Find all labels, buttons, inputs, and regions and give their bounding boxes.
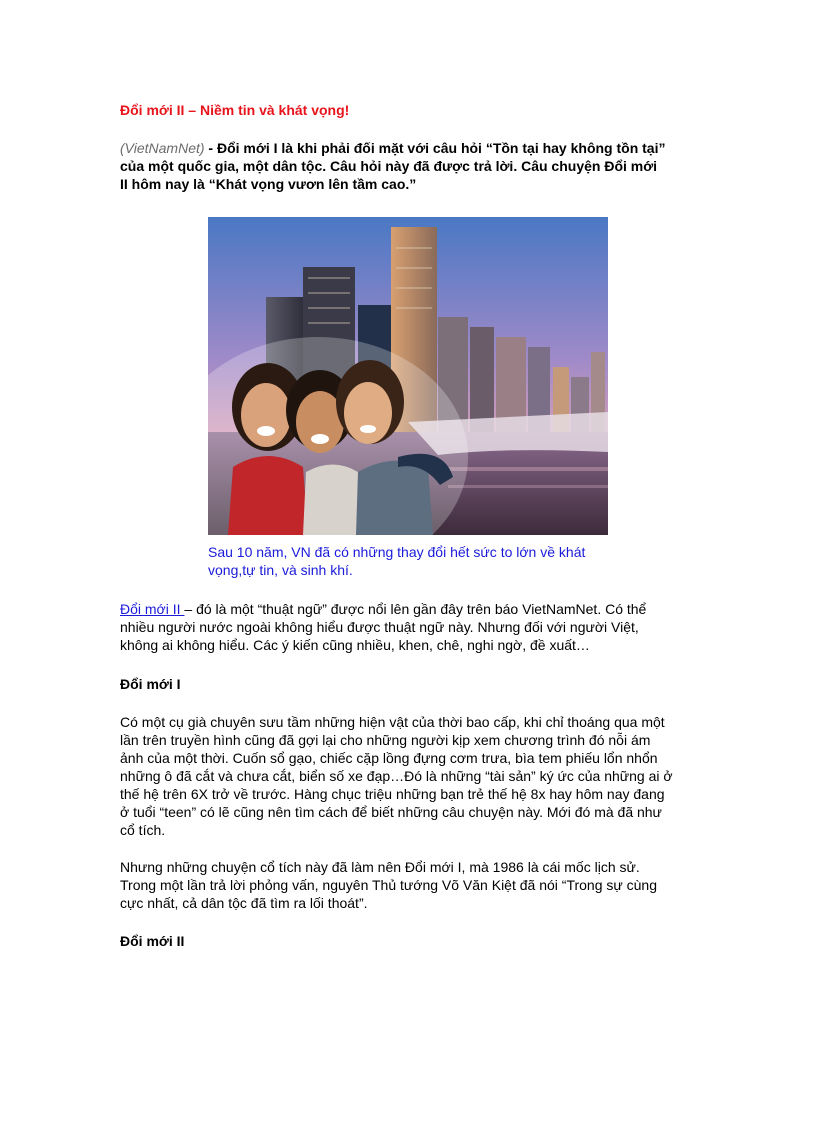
paragraph-line: những ô đã cắt và chưa cắt, biển số xe đạp…Đó là những “tài sản” ký ức của những ai ở — [120, 768, 673, 784]
section-heading-doi-moi-i: Đổi mới I — [120, 676, 181, 692]
section-heading-doi-moi-ii: Đổi mới II — [120, 933, 185, 949]
intro-paragraph — [120, 600, 695, 654]
image-caption — [208, 543, 618, 579]
paragraph-line: ảnh của một thời. Cuốn sổ gạo, chiếc cặp lồng đựng cơm trưa, bìa tem phiếu lổn nhổn — [120, 750, 658, 766]
paragraph-line: cổ tích. — [120, 822, 166, 838]
paragraph-1 — [120, 713, 695, 839]
paragraph-line: thế hệ trên 6X trở về trước. Hàng chục triệu những bạn trẻ thế hệ 8x hay hôm nay đang — [120, 786, 665, 802]
paragraph-line: ở tuổi “teen” có lẽ cũng nên tìm cách để biết những câu chuyện này. Mới đó mà đã như — [120, 804, 662, 820]
article-photo — [208, 217, 608, 535]
intro-line: không ai không hiểu. Các ý kiến cũng nhiều, khen, chê, nghi ngờ, đề xuất… — [120, 637, 590, 653]
intro-text: – đó là một “thuật ngữ” được nổi lên gần đây trên báo VietNamNet. Có thể — [184, 601, 647, 617]
caption-line: vọng,tự tin, và sinh khí. — [208, 562, 353, 578]
caption-line: Sau 10 năm, VN đã có những thay đổi hết sức to lớn về khát — [208, 544, 586, 560]
paragraph-line: Có một cụ già chuyên sưu tầm những hiện vật của thời bao cấp, khi chỉ thoáng qua một — [120, 714, 665, 730]
lead-line: II hôm nay là “Khát vọng vươn lên tầm cao.” — [120, 176, 417, 192]
lead-line: của một quốc gia, một dân tộc. Câu hỏi này đã được trả lời. Câu chuyện Đổi mới — [120, 158, 658, 174]
paragraph-2 — [120, 858, 695, 912]
article-lead — [120, 139, 700, 193]
paragraph-line: Nhưng những chuyện cổ tích này đã làm nên Đổi mới I, mà 1986 là cái mốc lịch sử. — [120, 859, 640, 875]
article-source: (VietNamNet) — [120, 140, 205, 156]
article-title: Đổi mới II – Niềm tin và khát vọng! — [120, 102, 350, 118]
lead-line: - Đổi mới I là khi phải đối mặt với câu hỏi “Tồn tại hay không tồn tại” — [204, 140, 666, 156]
doi-moi-ii-link[interactable]: Đổi mới II — [120, 601, 185, 617]
intro-line: nhiều người nước ngoài không hiểu được thuật ngữ này. Nhưng đối với người Việt, — [120, 619, 639, 635]
paragraph-line: cực nhất, cả dân tộc đã tìm ra lối thoát”. — [120, 895, 368, 911]
paragraph-line: Trong một lần trả lời phỏng vấn, nguyên Thủ tướng Võ Văn Kiệt đã nói “Trong sự cùng — [120, 877, 658, 893]
paragraph-line: lần trên truyền hình cũng đã gợi lại cho những người kịp xem chương trình đó nỗi ám — [120, 732, 651, 748]
